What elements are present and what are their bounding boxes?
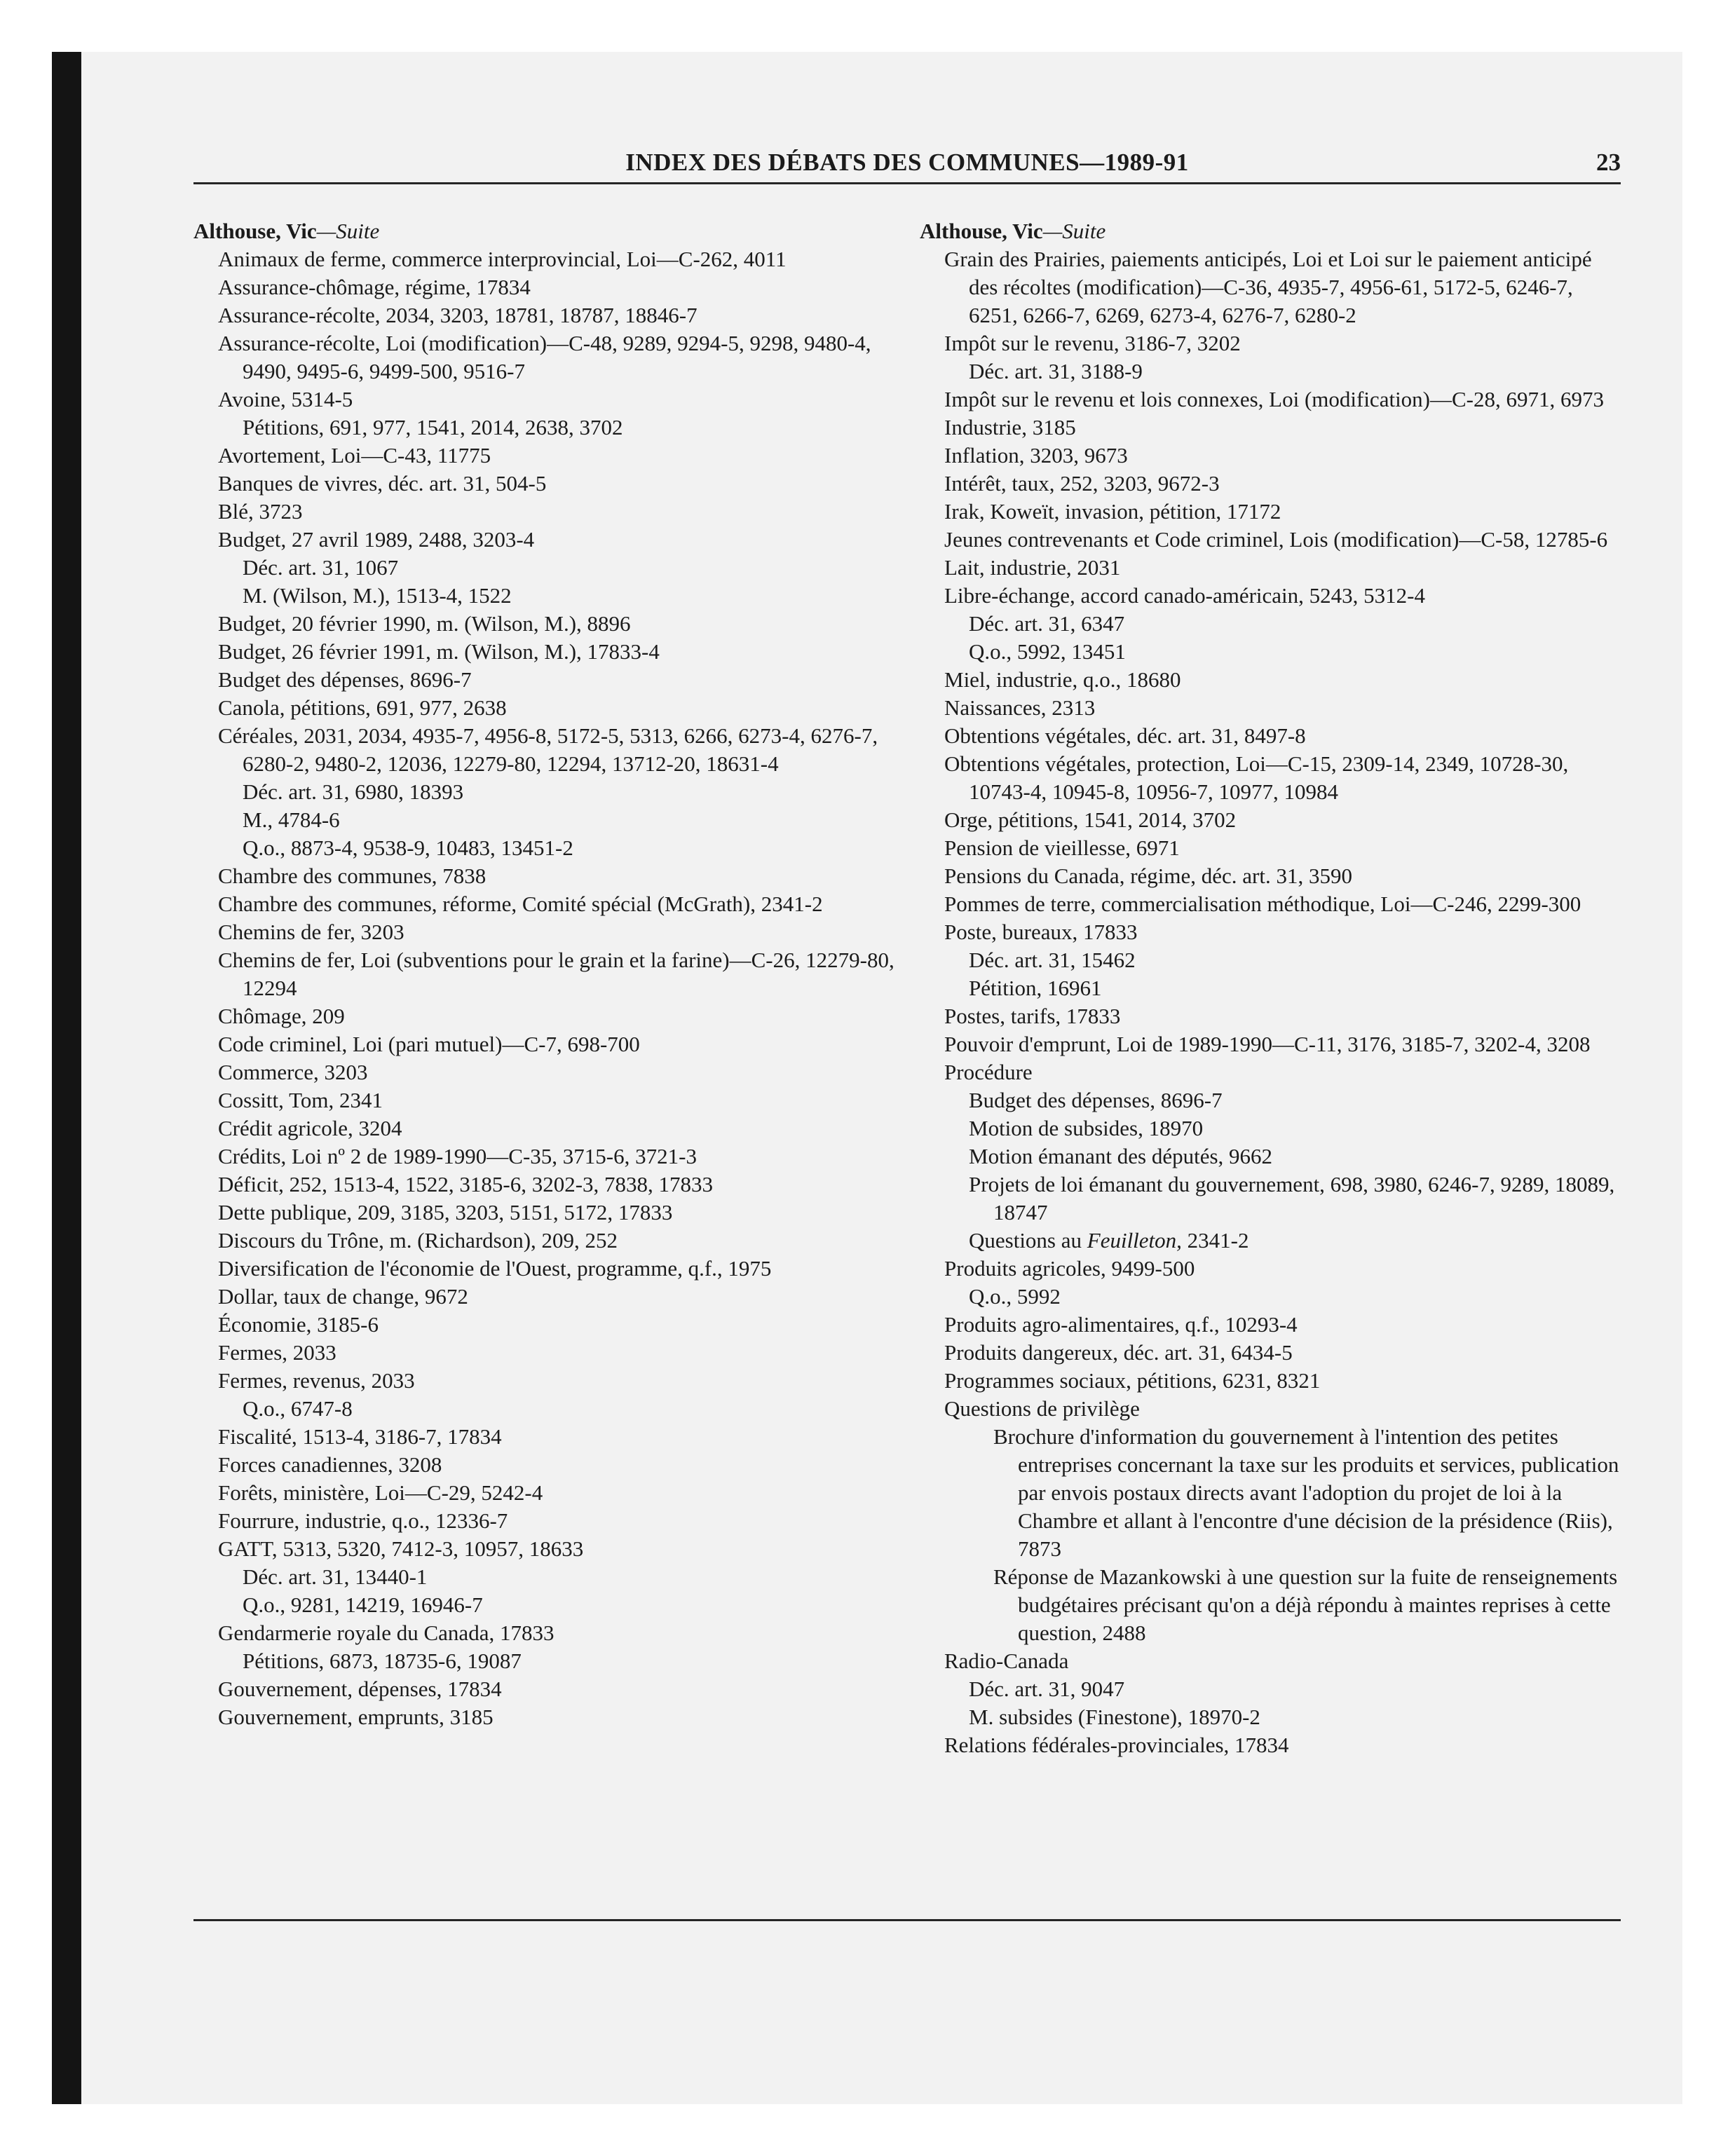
index-subentry: Déc. art. 31, 3188-9 (969, 359, 1143, 383)
index-entry: Commerce, 3203 (218, 1060, 368, 1084)
index-entry: Diversification de l'économie de l'Ouest, programme, q.f., 1975 (218, 1256, 772, 1281)
index-entry: Jeunes contrevenants et Code criminel, Lois (modification)—C-58, 12785-6 (944, 527, 1608, 552)
index-entry: Pommes de terre, commercialisation méthodique, Loi—C-246, 2299-300 (944, 892, 1581, 916)
index-entry: Chemins de fer, Loi (subventions pour le grain et la farine)—C-26, 12279-80, 12294 (218, 948, 894, 1000)
header-title: INDEX DES DÉBATS DES COMMUNES—1989-91 (625, 149, 1189, 176)
index-subentry: Q.o., 5992, 13451 (969, 639, 1126, 664)
index-subentry: M. (Wilson, M.), 1513-4, 1522 (243, 583, 512, 608)
index-column-left (193, 217, 894, 1731)
index-entry: Canola, pétitions, 691, 977, 2638 (218, 695, 507, 720)
index-entry: Discours du Trône, m. (Richardson), 209, 252 (218, 1228, 618, 1253)
index-entry: Poste, bureaux, 17833 (944, 920, 1138, 944)
index-entry: Intérêt, taux, 252, 3203, 9672-3 (944, 471, 1220, 496)
index-subentry: Q.o., 6747-8 (243, 1396, 353, 1421)
index-entry: Assurance-récolte, 2034, 3203, 18781, 18787, 18846-7 (218, 303, 698, 327)
index-subentry (920, 1227, 1621, 1255)
index-entry: Chômage, 209 (218, 1004, 345, 1028)
index-entry: Produits agro-alimentaires, q.f., 10293-4 (944, 1312, 1298, 1337)
index-entry: Libre-échange, accord canado-américain, 5243, 5312-4 (944, 583, 1425, 608)
index-entry: Naissances, 2313 (944, 695, 1096, 720)
index-subentry: Déc. art. 31, 6347 (969, 611, 1125, 636)
index-subentry: Brochure d'information du gouvernement à l'intention des petites entreprises concernant la taxe sur les produits et services, publication par envois postaux directs avant l'adoption du projet de loi à la Chambre et allant à l'encontre d'une décision de la présidence (Riis), 7873 (993, 1424, 1619, 1561)
index-subentry: Motion de subsides, 18970 (969, 1116, 1204, 1140)
index-entry: Produits dangereux, déc. art. 31, 6434-5 (944, 1340, 1293, 1365)
index-entry: Budget des dépenses, 8696-7 (218, 667, 472, 692)
index-entry: Animaux de ferme, commerce interprovincial, Loi—C-262, 4011 (218, 247, 787, 271)
index-entry: Programmes sociaux, pétitions, 6231, 8321 (944, 1368, 1321, 1393)
heading-suite: —Suite (316, 219, 380, 243)
index-subentry: Budget des dépenses, 8696-7 (969, 1088, 1223, 1112)
index-entry: Banques de vivres, déc. art. 31, 504-5 (218, 471, 547, 496)
footer-rule (193, 1919, 1621, 1921)
index-entry: Obtentions végétales, protection, Loi—C-15, 2309-14, 2349, 10728-30, 10743-4, 10945-8, 10956-7, 10977, 10984 (944, 751, 1569, 804)
index-entry: Céréales, 2031, 2034, 4935-7, 4956-8, 5172-5, 5313, 6266, 6273-4, 6276-7, 6280-2, 9480-2, 12036, 12279-80, 12294, 13712-20, 18631-4 (218, 723, 878, 776)
index-entry: Gouvernement, dépenses, 17834 (218, 1677, 502, 1701)
index-entry: Fourrure, industrie, q.o., 12336-7 (218, 1508, 508, 1533)
index-column-right (920, 217, 1621, 1759)
index-entry: Chemins de fer, 3203 (218, 920, 404, 944)
index-entry: Irak, Koweït, invasion, pétition, 17172 (944, 499, 1281, 524)
index-entry: Forêts, ministère, Loi—C-29, 5242-4 (218, 1480, 543, 1505)
index-entry: Pensions du Canada, régime, déc. art. 31, 3590 (944, 864, 1352, 888)
index-heading (920, 217, 1621, 245)
index-entry: Chambre des communes, réforme, Comité spécial (McGrath), 2341-2 (218, 892, 823, 916)
index-subentry: Motion émanant des députés, 9662 (969, 1144, 1273, 1168)
index-entry: Pouvoir d'emprunt, Loi de 1989-1990—C-11, 3176, 3185-7, 3202-4, 3208 (944, 1032, 1591, 1056)
index-entry: Miel, industrie, q.o., 18680 (944, 667, 1181, 692)
index-entry: Fermes, 2033 (218, 1340, 336, 1365)
index-subentry: Pétition, 16961 (969, 976, 1102, 1000)
index-entry: Forces canadiennes, 3208 (218, 1452, 442, 1477)
index-entry: Dette publique, 209, 3185, 3203, 5151, 5172, 17833 (218, 1200, 673, 1224)
index-subentry: Projets de loi émanant du gouvernement, 698, 3980, 6246-7, 9289, 18089, 18747 (969, 1172, 1615, 1224)
index-entry: Économie, 3185-6 (218, 1312, 379, 1337)
index-entry: Assurance-récolte, Loi (modification)—C-48, 9289, 9294-5, 9298, 9480-4, 9490, 9495-6, 9499-500, 9516-7 (218, 331, 871, 383)
index-entry: Déficit, 252, 1513-4, 1522, 3185-6, 3202-3, 7838, 17833 (218, 1172, 714, 1196)
index-entry: Crédit agricole, 3204 (218, 1116, 402, 1140)
index-entry: Obtentions végétales, déc. art. 31, 8497-8 (944, 723, 1306, 748)
heading-name: Althouse, Vic (193, 219, 317, 243)
index-subentry: Réponse de Mazankowski à une question sur la fuite de renseignements budgétaires précisant qu'on a déjà répondu à maintes reprises à cette question, 2488 (993, 1564, 1618, 1645)
index-entry: Chambre des communes, 7838 (218, 864, 487, 888)
index-entry: Impôt sur le revenu, 3186-7, 3202 (944, 331, 1241, 355)
index-entry: Cossitt, Tom, 2341 (218, 1088, 383, 1112)
index-entry: Blé, 3723 (218, 499, 303, 524)
index-entry: Assurance-chômage, régime, 17834 (218, 275, 531, 299)
index-subentry: Déc. art. 31, 15462 (969, 948, 1136, 972)
index-entry: Gouvernement, emprunts, 3185 (218, 1705, 494, 1729)
index-entry: Crédits, Loi nº 2 de 1989-1990—C-35, 3715-6, 3721-3 (218, 1144, 697, 1168)
heading-name: Althouse, Vic (920, 219, 1043, 243)
index-subentry: Q.o., 9281, 14219, 16946-7 (243, 1592, 483, 1617)
index-heading (193, 217, 894, 245)
index-entry: Grain des Prairies, paiements anticipés, Loi et Loi sur le paiement anticipé des récoltes (modification)—C-36, 4935-7, 4956-61, 5172-5, 6246-7, 6251, 6266-7, 6269, 6273-4, 6276-7, 6280-2 (944, 247, 1592, 327)
index-entry: Fiscalité, 1513-4, 3186-7, 17834 (218, 1424, 502, 1449)
index-entry: Inflation, 3203, 9673 (944, 443, 1128, 468)
entry-italic-text: Feuilleton, (1087, 1228, 1182, 1253)
index-entry: Budget, 20 février 1990, m. (Wilson, M.), 8896 (218, 611, 631, 636)
index-entry: Code criminel, Loi (pari mutuel)—C-7, 698-700 (218, 1032, 640, 1056)
index-subentry: M. subsides (Finestone), 18970-2 (969, 1705, 1260, 1729)
index-entry: Postes, tarifs, 17833 (944, 1004, 1121, 1028)
index-entry: Produits agricoles, 9499-500 (944, 1256, 1195, 1281)
index-entry: Industrie, 3185 (944, 415, 1076, 439)
binding-edge (52, 52, 81, 2104)
entry-text: 2341-2 (1181, 1228, 1249, 1253)
index-entry: Budget, 26 février 1991, m. (Wilson, M.), 17833-4 (218, 639, 660, 664)
index-subentry: Pétitions, 691, 977, 1541, 2014, 2638, 3702 (243, 415, 623, 439)
index-subentry: Q.o., 8873-4, 9538-9, 10483, 13451-2 (243, 835, 573, 860)
index-subentry: Q.o., 5992 (969, 1284, 1061, 1309)
index-entry: Relations fédérales-provinciales, 17834 (944, 1733, 1289, 1757)
index-subentry: Déc. art. 31, 1067 (243, 555, 399, 580)
header-rule (193, 182, 1621, 184)
index-entry: Lait, industrie, 2031 (944, 555, 1121, 580)
index-entry: Pension de vieillesse, 6971 (944, 835, 1180, 860)
index-entry: Orge, pétitions, 1541, 2014, 3702 (944, 807, 1237, 832)
index-entry: Avoine, 5314-5 (218, 387, 353, 411)
index-subentry: Pétitions, 6873, 18735-6, 19087 (243, 1649, 522, 1673)
entry-text: Questions au (969, 1228, 1087, 1253)
index-entry: Fermes, revenus, 2033 (218, 1368, 415, 1393)
index-subentry: Déc. art. 31, 9047 (969, 1677, 1125, 1701)
running-header (193, 149, 1621, 179)
index-entry: Avortement, Loi—C-43, 11775 (218, 443, 491, 468)
index-entry: Dollar, taux de change, 9672 (218, 1284, 468, 1309)
index-entry: Budget, 27 avril 1989, 2488, 3203-4 (218, 527, 535, 552)
index-subentry: Déc. art. 31, 6980, 18393 (243, 779, 464, 804)
index-entry: Impôt sur le revenu et lois connexes, Loi (modification)—C-28, 6971, 6973 (944, 387, 1605, 411)
heading-suite: —Suite (1042, 219, 1106, 243)
index-entry: Questions de privilège (944, 1396, 1140, 1421)
index-entry: Radio-Canada (944, 1649, 1069, 1673)
index-entry: GATT, 5313, 5320, 7412-3, 10957, 18633 (218, 1536, 584, 1561)
index-entry: Procédure (944, 1060, 1033, 1084)
index-entry: Gendarmerie royale du Canada, 17833 (218, 1621, 554, 1645)
index-subentry: Déc. art. 31, 13440-1 (243, 1564, 428, 1589)
page-number: 23 (1596, 149, 1621, 176)
index-subentry: M., 4784-6 (243, 807, 340, 832)
